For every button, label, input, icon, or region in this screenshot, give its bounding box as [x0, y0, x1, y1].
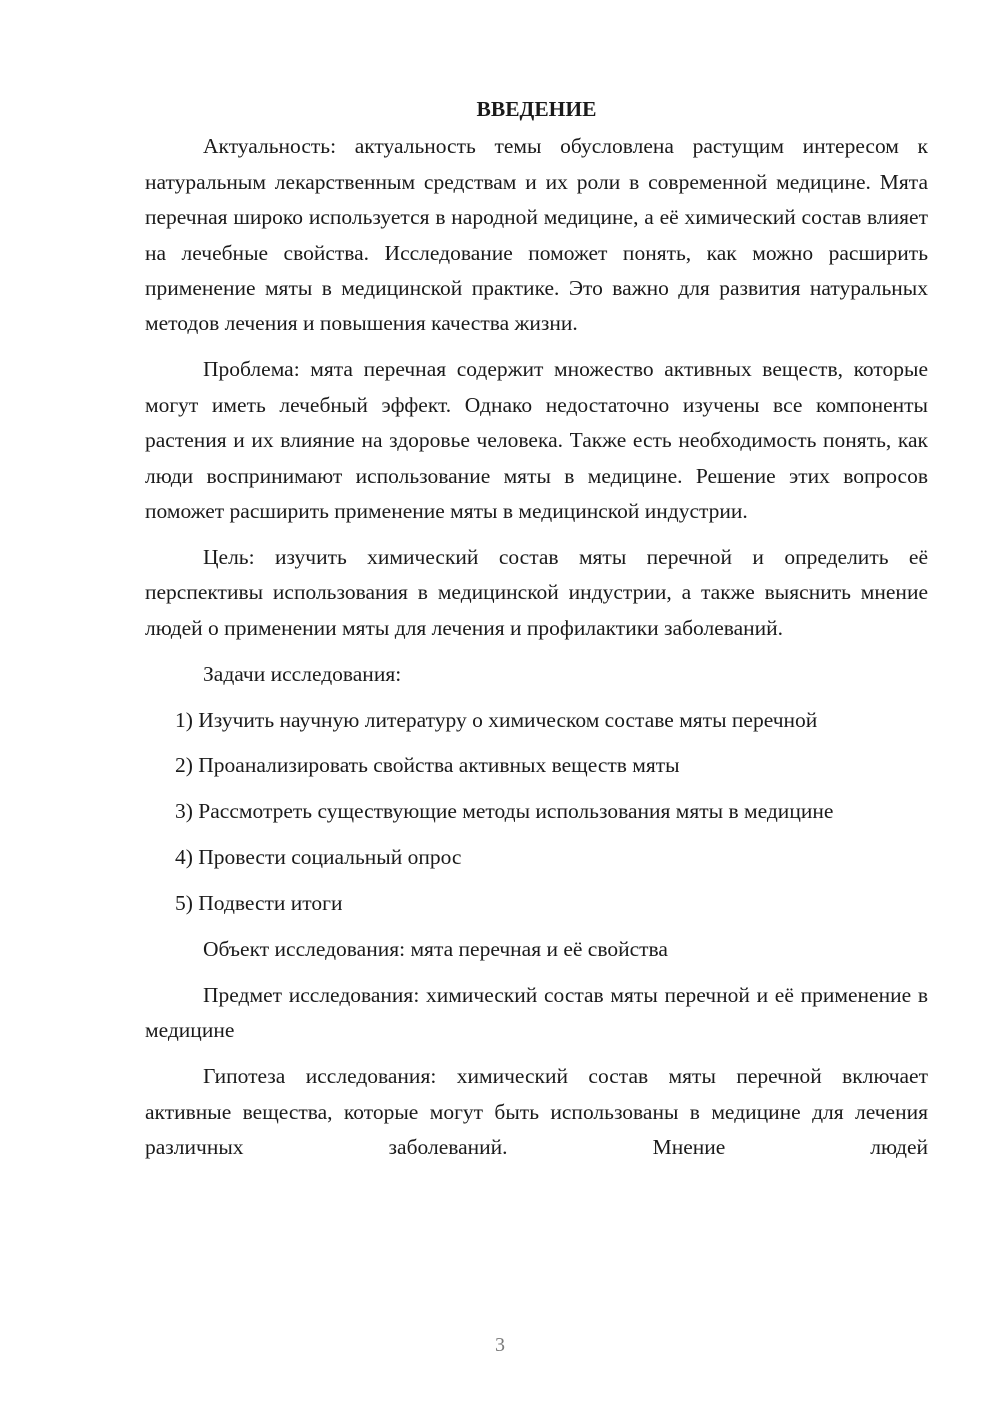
hypothesis-paragraph: Гипотеза исследования: химический состав мяты перечной включает активные вещества, которые могут быть использованы в медицине для лечения различных заболеваний. Мнение людей — [145, 1064, 928, 1160]
task-item: 2) Проанализировать свойства активных веществ мяты — [175, 753, 680, 778]
task-item: 3) Рассмотреть существующие методы использования мяты в медицине — [175, 799, 834, 824]
tasks-title: Задачи исследования: — [203, 661, 402, 686]
problem-paragraph: Проблема: мята перечная содержит множество активных веществ, которые могут иметь лечебный эффект. Однако недостаточно изучены все компоненты растения и их влияние на здоровье человека. Также есть необходимость понять, как люди воспринимают использование мяты в медицине. Решение этих вопросов поможет расширить применение мяты в медицинской индустрии. — [145, 357, 928, 523]
goal-paragraph: Цель: изучить химический состав мяты перечной и определить её перспективы использования в медицинской индустрии, а также выяснить мнение людей о применении мяты для лечения и профилактики заболеваний. — [145, 544, 928, 640]
relevance-paragraph: Актуальность: актуальность темы обусловлена растущим интересом к натуральным лекарственным средствам и их роли в современной медицине. Мята перечная широко используется в народной медицине, а её химический состав влияет на лечебные свойства. Исследование поможет понять, как можно расширить применение мяты в медицинской практике. Это важно для развития натуральных методов лечения и повышения качества жизни. — [145, 134, 928, 336]
task-item: 4) Провести социальный опрос — [175, 845, 462, 870]
task-item: 1) Изучить научную литературу о химическом составе мяты перечной — [175, 707, 818, 732]
object-paragraph: Объект исследования: мята перечная и её свойства — [203, 937, 668, 962]
page-number: 3 — [495, 1334, 505, 1356]
task-item: 5) Подвести итоги — [175, 891, 343, 916]
document-page — [145, 92, 928, 1176]
section-heading: ВВЕДЕНИЕ — [476, 97, 597, 121]
subject-paragraph: Предмет исследования: химический состав мяты перечной и её применение в медицине — [145, 982, 928, 1043]
